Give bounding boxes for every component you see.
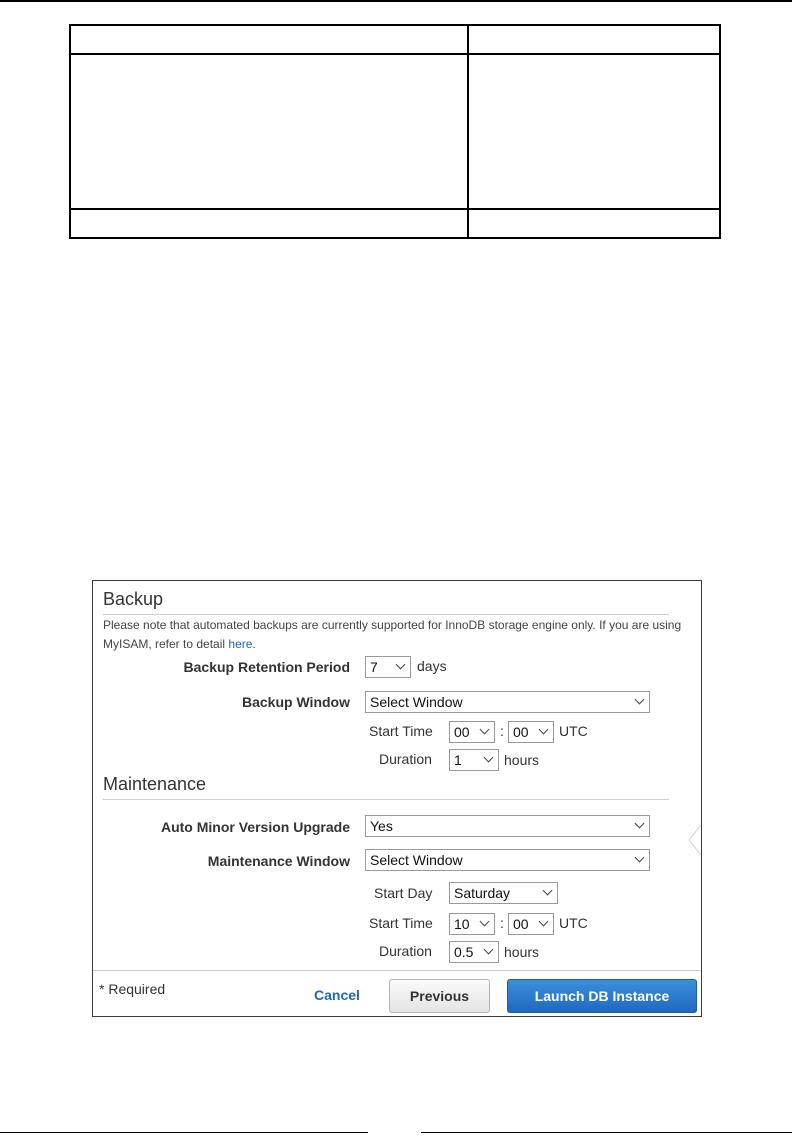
backup-start-hour-value: 00: [454, 724, 470, 740]
backup-window-select[interactable]: [365, 691, 650, 713]
chevron-down-icon: [543, 886, 553, 896]
maintenance-window-value: Select Window: [370, 852, 463, 868]
chevron-down-icon: [480, 917, 490, 927]
backup-window-value: Select Window: [370, 694, 463, 710]
footer-rule-left: [0, 1132, 368, 1133]
maintenance-duration-label: Duration: [379, 943, 432, 959]
required-note: * Required: [99, 981, 166, 997]
note-period: .: [252, 637, 256, 651]
maintenance-start-hour-select[interactable]: [449, 913, 495, 935]
backup-retention-select[interactable]: [365, 656, 411, 678]
backup-start-time-label: Start Time: [369, 723, 433, 739]
duration-unit: hours: [504, 752, 540, 768]
launch-db-instance-button[interactable]: Launch DB Instance: [507, 979, 697, 1013]
chevron-down-icon: [635, 695, 645, 705]
table-column-divider: [467, 26, 469, 237]
chevron-down-icon: [480, 725, 490, 735]
footer-rule-right: [421, 1132, 792, 1133]
chevron-down-icon: [635, 853, 645, 863]
footer-divider: [93, 970, 701, 971]
header-rule: [0, 0, 792, 2]
panel-notch: [687, 825, 701, 855]
backup-start-hour-select[interactable]: [449, 721, 495, 743]
maintenance-duration-select[interactable]: [449, 941, 499, 963]
auto-upgrade-select[interactable]: [365, 815, 650, 837]
backup-duration-label: Duration: [379, 751, 432, 767]
start-day-label: Start Day: [374, 885, 433, 901]
backup-duration-value: 1: [454, 752, 462, 768]
utc-label: UTC: [559, 915, 588, 931]
maintenance-duration-value: 0.5: [454, 944, 474, 960]
maintenance-start-minute-select[interactable]: [508, 913, 554, 935]
maintenance-section-title: Maintenance: [103, 774, 207, 794]
section-divider: [103, 614, 669, 615]
duration-unit: hours: [504, 944, 540, 960]
backup-section-title: Backup: [103, 589, 164, 609]
maintenance-start-minute-value: 00: [513, 916, 529, 932]
time-colon: :: [500, 723, 504, 739]
backup-retention-label: Backup Retention Period: [183, 659, 350, 675]
backup-start-minute-value: 00: [513, 724, 529, 740]
detail-link[interactable]: here: [228, 637, 253, 651]
maintenance-window-select[interactable]: [365, 849, 650, 871]
empty-table: [69, 24, 721, 239]
start-day-value: Saturday: [454, 885, 511, 901]
chevron-down-icon: [484, 753, 494, 763]
table-row-divider: [71, 208, 719, 210]
backup-window-label: Backup Window: [242, 694, 350, 710]
cancel-link[interactable]: Cancel: [314, 987, 360, 1003]
maintenance-start-hour-value: 10: [454, 916, 470, 932]
section-divider: [103, 799, 669, 800]
retention-unit: days: [417, 658, 447, 674]
chevron-down-icon: [539, 725, 549, 735]
chevron-down-icon: [396, 660, 406, 670]
chevron-down-icon: [635, 819, 645, 829]
chevron-down-icon: [539, 917, 549, 927]
auto-upgrade-value: Yes: [370, 818, 393, 834]
time-colon: :: [500, 915, 504, 931]
maintenance-start-time-label: Start Time: [369, 915, 433, 931]
backup-note: [103, 616, 683, 654]
table-row-divider: [71, 53, 719, 55]
backup-note-text: Please note that automated backups are currently supported for InnoDB storage engine only. If you are using MyISAM, refer to detail: [103, 618, 682, 651]
maintenance-window-label: Maintenance Window: [207, 853, 350, 869]
auto-upgrade-label: Auto Minor Version Upgrade: [160, 819, 350, 835]
start-day-select[interactable]: [449, 882, 558, 904]
utc-label: UTC: [559, 723, 588, 739]
backup-start-minute-select[interactable]: [508, 721, 554, 743]
previous-button[interactable]: Previous: [389, 979, 490, 1013]
rds-settings-screenshot: [92, 580, 702, 1017]
chevron-down-icon: [484, 945, 494, 955]
backup-duration-select[interactable]: [449, 749, 499, 771]
backup-retention-value: 7: [370, 659, 378, 675]
